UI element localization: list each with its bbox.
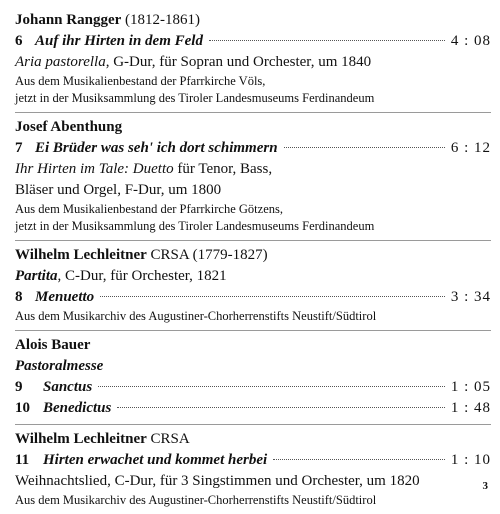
- composer-name: Wilhelm Lechleitner: [15, 431, 147, 447]
- work-title: Aria pastorella: [15, 54, 106, 70]
- composer-heading: [15, 9, 491, 31]
- composer-heading: [15, 116, 491, 138]
- composer-heading: [15, 244, 491, 266]
- track-row: [15, 287, 491, 308]
- track-title: Sanctus: [43, 379, 93, 395]
- track-number: 11: [15, 452, 30, 468]
- dot-leader: [100, 296, 445, 297]
- composer-dates: CRSA: [150, 431, 190, 447]
- source-note: Aus dem Musikalienbestand der Pfarrkirche Götzens,: [15, 202, 283, 216]
- composer-name: Johann Rangger: [15, 12, 122, 28]
- source-note: Aus dem Musikarchiv des Augustiner-Chorherrenstifts Neustift/Südtirol: [15, 493, 377, 507]
- source-note: Aus dem Musikalienbestand der Pfarrkirche Völs,: [15, 74, 266, 88]
- section-abenthung: [15, 113, 491, 240]
- track-number: 8: [15, 289, 23, 305]
- work-description: [15, 159, 491, 180]
- composer-dates: (1812-1861): [125, 12, 201, 28]
- work-details: für Tenor, Bass,: [173, 161, 273, 177]
- section-lechleitner-1: [15, 241, 491, 330]
- track-number: 9: [15, 379, 23, 395]
- track-number: 6: [15, 33, 23, 49]
- track-title: Ei Brüder was seh' ich dort schimmern: [35, 140, 278, 156]
- work-description: [15, 266, 491, 287]
- track-number: 10: [15, 400, 30, 416]
- section-lechleitner-2: [15, 425, 491, 514]
- composer-dates: CRSA (1779-1827): [150, 247, 268, 263]
- track-duration: 6 : 12: [450, 140, 491, 156]
- composer-name: Josef Abenthung: [15, 119, 123, 135]
- track-row: [15, 398, 491, 419]
- track-listing: [15, 6, 491, 514]
- track-title: Menuetto: [35, 289, 95, 305]
- work-title: Ihr Hirten im Tale: Duetto: [15, 161, 174, 177]
- composer-heading: [15, 428, 491, 450]
- section-bauer: [15, 331, 491, 424]
- dot-leader: [284, 147, 445, 148]
- track-duration: 1 : 10: [450, 452, 491, 468]
- track-row: [15, 138, 491, 159]
- work-title: Partita: [15, 268, 58, 284]
- track-row: [15, 31, 491, 52]
- section-rangger: [15, 6, 491, 112]
- source-note: Aus dem Musikarchiv des Augustiner-Chorherrenstifts Neustift/Südtirol: [15, 309, 377, 323]
- page-number: 3: [482, 480, 488, 492]
- track-number: 7: [15, 140, 23, 156]
- dot-leader: [273, 459, 445, 460]
- source-note: jetzt in der Musiksammlung des Tiroler Landesmuseums Ferdinandeum: [15, 91, 375, 105]
- track-title: Auf ihr Hirten in dem Feld: [35, 33, 203, 49]
- work-details: , G-Dur, für Sopran und Orchester, um 1840: [105, 54, 372, 70]
- dot-leader: [117, 407, 444, 408]
- track-duration: 4 : 08: [450, 33, 491, 49]
- track-duration: 3 : 34: [450, 289, 491, 305]
- work-title: Pastoralmesse: [15, 358, 104, 374]
- dot-leader: [209, 40, 445, 41]
- source-note: jetzt in der Musiksammlung des Tiroler Landesmuseums Ferdinandeum: [15, 219, 375, 233]
- composer-name: Wilhelm Lechleitner: [15, 247, 147, 263]
- work-description: [15, 52, 491, 73]
- work-details: , C-Dur, für Orchester, 1821: [57, 268, 227, 284]
- track-title: Benedictus: [43, 400, 112, 416]
- work-description-cont: Bläser und Orgel, F-Dur, um 1800: [15, 182, 222, 198]
- track-duration: 1 : 05: [450, 379, 491, 395]
- track-row: [15, 450, 491, 471]
- dot-leader: [98, 386, 445, 387]
- track-duration: 1 : 48: [450, 400, 491, 416]
- track-title: Hirten erwachet und kommet herbei: [43, 452, 268, 468]
- composer-name: Alois Bauer: [15, 337, 91, 353]
- track-row: [15, 377, 491, 398]
- work-description: Weihnachtslied, C-Dur, für 3 Singstimmen und Orchester, um 1820: [15, 473, 420, 489]
- composer-heading: [15, 334, 491, 356]
